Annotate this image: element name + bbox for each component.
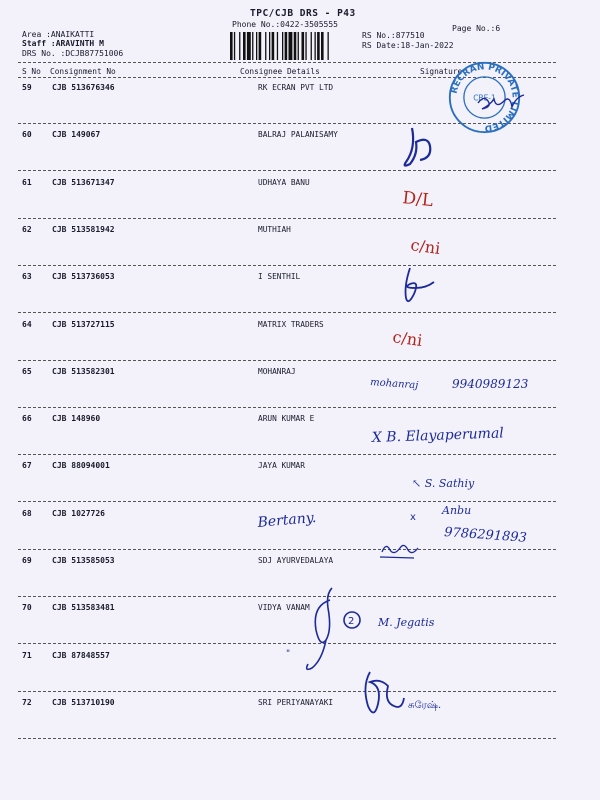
signature-row63 [406, 268, 435, 301]
handwriting-mark: " [286, 649, 291, 659]
row-consignee: BALRAJ PALANISAMY [258, 130, 338, 140]
row-consignee: VIDYA VANAM [258, 603, 310, 613]
row-consignee: ARUN KUMAR E [258, 414, 315, 424]
row-consignee: RK ECRAN PVT LTD [258, 83, 334, 92]
handwriting-row68-phone: 9786291893 [443, 525, 528, 546]
row-sno: 66 [22, 414, 32, 424]
staff-label: Staff :ARAVINTH M [22, 39, 104, 48]
row-sno: 59 [22, 83, 32, 92]
row-sno: 63 [22, 272, 32, 282]
handwriting-row65-name: mohanraj [369, 377, 419, 392]
row-consignee: I SENTHIL [258, 272, 301, 282]
document-title: TPC/CJB DRS - P43 [250, 8, 356, 19]
row-consignee: SRI PERIYANAYAKI [258, 697, 334, 707]
handwriting-row72-text: சுரேஷ். [408, 700, 442, 711]
row-sno: 72 [22, 697, 32, 707]
area-label: Area :ANAIKATTI [22, 30, 95, 39]
stamp-ring-text: RECRAN PRIVATE LIMITED [449, 62, 520, 133]
signature-row60 [405, 128, 431, 166]
column-header-consignment: Consignment No [50, 67, 116, 76]
page-number: Page No.:6 [452, 24, 501, 33]
signature-row70 [307, 588, 332, 669]
row-consignment: CJB 513676346 [52, 83, 115, 92]
handwriting-row68-mark: x [410, 512, 416, 523]
row-consignee: MATRIX TRADERS [258, 319, 324, 329]
drs-number: DRS No. :DCJB87751006 [22, 49, 124, 58]
row-consignment: CJB 513581942 [52, 224, 115, 234]
row-consignment: CJB 513583481 [52, 603, 115, 613]
handwriting-row68-right: Anbu [442, 504, 472, 517]
row-sno: 60 [22, 130, 32, 140]
row-consignee: JAYA KUMAR [258, 461, 305, 471]
rs-date: RS Date:18-Jan-2022 [362, 41, 454, 50]
row-consignment: CJB 87848557 [52, 650, 110, 660]
row-consignment: CJB 513727115 [52, 319, 115, 329]
row-consignee: MOHANRAJ [258, 366, 296, 376]
column-header-sno: S No [22, 67, 41, 76]
signature-row66: X B. Elayaperumal [371, 425, 505, 446]
handwriting-row65-phone: 9940989123 [452, 377, 529, 391]
row-consignment: CJB 513671347 [52, 177, 115, 187]
row-consignment: CJB 513582301 [52, 366, 115, 376]
row-sno: 61 [22, 177, 32, 187]
stamp-center-text: CBE-1 [473, 93, 496, 103]
row-consignee: SDJ AYURVEDALAYA [258, 556, 334, 565]
row-sno: 65 [22, 366, 32, 376]
row-sno: 70 [22, 603, 32, 613]
row-sno: 64 [22, 319, 32, 329]
row-consignment: CJB 513710190 [52, 697, 115, 707]
phone-number: Phone No.:0422-3505555 [232, 20, 338, 29]
row-consignment: CJB 513585053 [52, 556, 115, 565]
handwriting-row68-left: Bertany. [256, 509, 317, 531]
row-sno: 67 [22, 461, 32, 471]
row-sno: 68 [22, 508, 32, 518]
row-consignee: UDHAYA BANU [258, 177, 310, 187]
signature-row72 [365, 672, 404, 713]
row-sno: 71 [22, 650, 32, 660]
row-consignment: CJB 1027726 [52, 508, 105, 518]
rs-number: RS No.:877510 [362, 31, 425, 40]
row-consignee: MUTHIAH [258, 224, 291, 234]
row-consignment: CJB 88094001 [52, 461, 110, 471]
signature-row59 [478, 95, 524, 109]
signature-row67: ↖ S. Sathiy [412, 477, 475, 490]
column-header-consignee: Consignee Details [240, 67, 320, 76]
column-header-signature: Signature [420, 67, 463, 76]
signature-row69 [380, 545, 418, 558]
delivery-note-row64: c/ni [391, 327, 424, 351]
handwriting-row70-name: M. Jegatis [378, 616, 435, 629]
row-sno: 62 [22, 224, 32, 234]
signature-row70-digit: 2 [348, 616, 355, 627]
row-consignment: CJB 149067 [52, 130, 101, 140]
row-consignment: CJB 513736053 [52, 272, 115, 282]
delivery-note-row62: c/ni [409, 235, 442, 259]
delivery-note-row61: D/L [401, 188, 435, 212]
row-consignment: CJB 148960 [52, 414, 101, 424]
row-sno: 69 [22, 556, 32, 565]
